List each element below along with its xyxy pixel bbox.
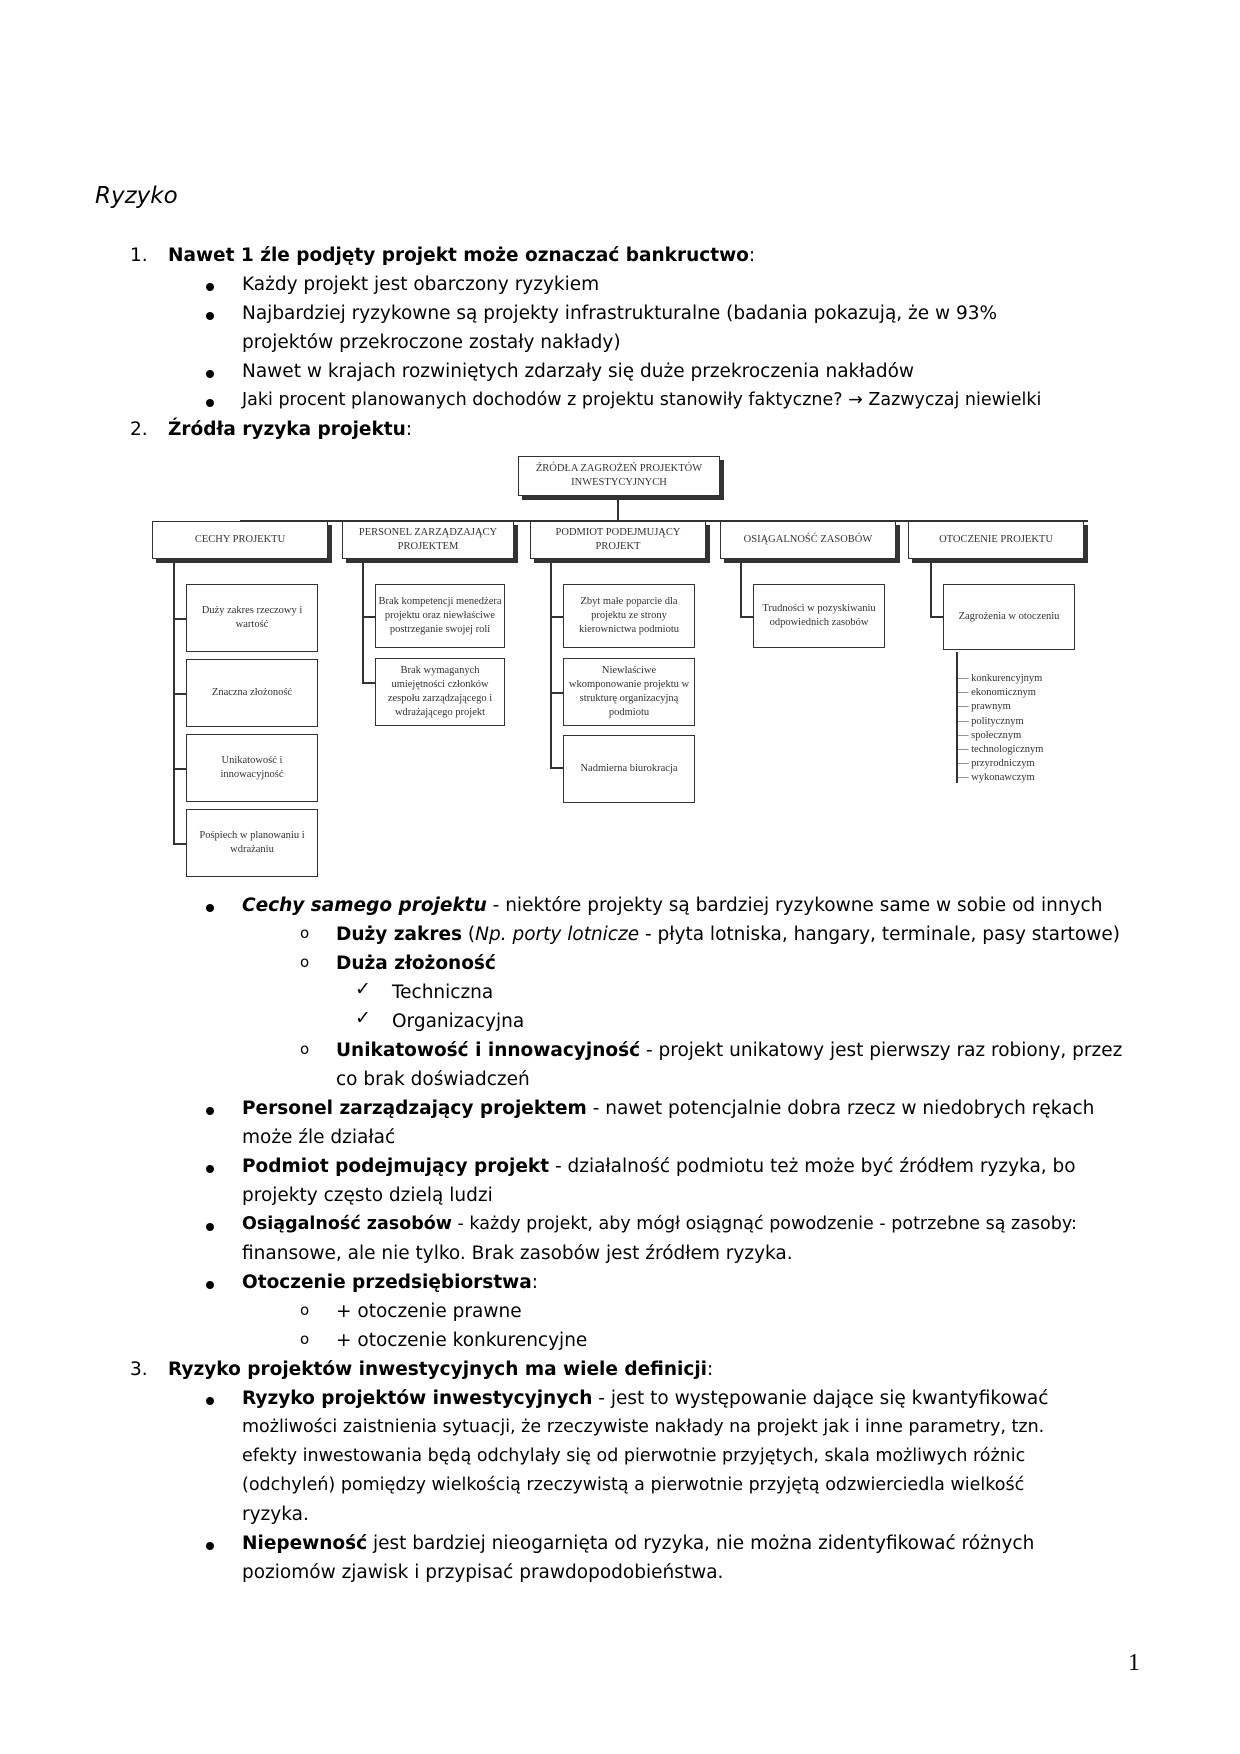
bullet-text: możliwości zaistnienia sytuacji, że rzeczywiste nakłady na projekt jak i inne parametry, tzn. — [242, 1417, 1045, 1437]
otoczenie-list — [958, 672, 1043, 786]
diagram-root-box: ŹRÓDŁA ZAGROŻEŃ PROJEKTÓW INWESTYCYJNYCH — [518, 456, 720, 496]
bullet-text: może źle działać — [242, 1127, 396, 1148]
section-1-number: 1. — [130, 245, 148, 266]
connector — [240, 520, 1088, 522]
page-title: Ryzyko — [95, 183, 178, 209]
bullet-text: Jaki procent planowanych dochodów z projektu stanowiły faktyczne? → Zazwyczaj niewielki — [242, 390, 1042, 410]
podmiot-item: Nadmierna biurokracja — [563, 735, 695, 803]
personel-item: Brak wymaganych umiejętności członków zespołu zarządzającego i wdrażającego projekt — [375, 658, 505, 726]
bullet-text: ryzyka. — [242, 1504, 309, 1525]
category-box-otoczenie: OTOCZENIE PROJEKTU — [908, 521, 1084, 559]
circle-marker: o — [300, 1301, 310, 1319]
bullet-text: Każdy projekt jest obarczony ryzykiem — [242, 274, 600, 295]
section-1-heading: Nawet 1 źle podjęty projekt może oznaczać bankructwo: — [168, 245, 756, 266]
connector — [550, 767, 563, 769]
category-box-personel: PERSONEL ZARZĄDZAJĄCY PROJEKTEM — [342, 521, 514, 559]
bullet-text: Nawet w krajach rozwiniętych zdarzały się duże przekroczenia nakładów — [242, 361, 915, 382]
sub-bullet-text: Duża złożoność — [336, 953, 496, 974]
bullet-text: efekty inwestowania będą odchylały się od pierwotnie przyjętych, skala możliwych różnic — [242, 1446, 1026, 1466]
check-item-text: Organizacyjna — [392, 1011, 525, 1032]
category-box-cechy: CECHY PROJEKTU — [152, 521, 328, 559]
connector — [173, 618, 186, 620]
bullet-dot — [206, 1223, 214, 1231]
category-box-zasoby: OSIĄGALNOŚĆ ZASOBÓW — [720, 521, 896, 559]
bullet-dot — [206, 283, 214, 291]
cechy-item: Pośpiech w planowaniu i wdrażaniu — [186, 809, 318, 877]
bullet-dot — [206, 1542, 214, 1550]
category-box-podmiot: PODMIOT PODEJMUJĄCY PROJEKT — [530, 521, 706, 559]
sub-bullet-text: Duży zakres (Np. porty lotnicze - płyta lotniska, hangary, terminale, pasy startowe) — [336, 924, 1120, 945]
connector — [362, 562, 364, 682]
circle-marker: o — [300, 924, 310, 942]
bullet-text: (odchyleń) pomiędzy wielkością rzeczywistą a pierwotnie przyjętą odzwierciedla wielkość — [242, 1475, 1025, 1495]
list-item: — ekonomicznym — [958, 687, 1036, 699]
bullet-dot — [206, 1165, 214, 1173]
bullet-dot — [206, 1397, 214, 1405]
bullet-text: Otoczenie przedsiębiorstwa: — [242, 1272, 538, 1293]
bullet-dot — [206, 1107, 214, 1115]
connector — [956, 652, 958, 783]
bullet-text: projektów przekroczone zostały nakłady) — [242, 332, 621, 353]
connector — [173, 843, 186, 845]
bullet-text: Najbardziej ryzykowne są projekty infrastrukturalne (badania pokazują, że w 93% — [242, 303, 998, 324]
list-item: — prawnym — [958, 701, 1011, 713]
zasoby-item: Trudności w pozyskiwaniu odpowiednich zasobów — [753, 584, 885, 648]
bullet-dot — [206, 1281, 214, 1289]
list-item: — politycznym — [958, 715, 1024, 727]
connector — [362, 682, 375, 684]
check-icon: ✓ — [355, 978, 371, 1000]
section-3-number: 3. — [130, 1359, 148, 1380]
bullet-dot — [206, 370, 214, 378]
podmiot-item: Niewłaściwe wkomponowanie projektu w strukturę organizacyjną podmiotu — [563, 658, 695, 726]
cechy-item: Znaczna złożoność — [186, 659, 318, 727]
section-2-heading: Źródła ryzyka projektu: — [168, 419, 413, 440]
sub-bullet-text: + otoczenie konkurencyjne — [336, 1330, 588, 1351]
bullet-text: Cechy samego projektu - niektóre projekty są bardziej ryzykowne same w sobie od innych — [242, 895, 1103, 916]
bullet-text: Osiągalność zasobów - każdy projekt, aby mógł osiągnąć powodzenie - potrzebne są zasoby: — [242, 1214, 1077, 1234]
list-item: — konkurencyjnym — [958, 673, 1043, 684]
cechy-item: Duży zakres rzeczowy i wartość — [186, 584, 318, 652]
connector — [740, 616, 753, 618]
bullet-dot — [206, 312, 214, 320]
connector — [362, 616, 375, 618]
personel-item: Brak kompetencji menedżera projektu oraz niewłaściwe postrzeganie swojej roli — [375, 584, 505, 648]
connector — [550, 692, 563, 694]
podmiot-item: Zbyt małe poparcie dla projektu ze strony kierownictwa podmiotu — [563, 584, 695, 648]
list-item: — technologicznym — [958, 744, 1044, 756]
sub-bullet-text: co brak doświadczeń — [336, 1069, 530, 1090]
bullet-dot — [206, 904, 214, 912]
connector — [173, 562, 175, 843]
list-item: — społecznym — [958, 729, 1022, 741]
cechy-item: Unikatowość i innowacyjność — [186, 734, 318, 802]
list-item: — wykonawczym — [958, 772, 1035, 784]
sub-bullet-text: Unikatowość i innowacyjność - projekt unikatowy jest pierwszy raz robiony, przez — [336, 1040, 1123, 1061]
bullet-text: projekty często dzielą ludzi — [242, 1185, 493, 1206]
sub-bullet-text: + otoczenie prawne — [336, 1301, 522, 1322]
bullet-text: Podmiot podejmujący projekt - działalność podmiotu też może być źródłem ryzyka, bo — [242, 1156, 1076, 1177]
connector — [550, 616, 563, 618]
connector — [550, 562, 552, 767]
connector — [173, 693, 186, 695]
circle-marker: o — [300, 1330, 310, 1348]
connector — [617, 499, 619, 521]
bullet-text: Ryzyko projektów inwestycyjnych - jest to występowanie dające się kwantyfikować — [242, 1388, 1049, 1409]
connector — [930, 616, 943, 618]
connector — [740, 562, 742, 617]
list-item: — przyrodniczym — [958, 758, 1035, 770]
check-item-text: Techniczna — [392, 982, 494, 1003]
bullet-text: poziomów zjawisk i przypisać prawdopodobieństwa. — [242, 1562, 724, 1583]
check-icon: ✓ — [355, 1007, 371, 1029]
connector — [173, 768, 186, 770]
circle-marker: o — [300, 953, 310, 971]
circle-marker: o — [300, 1040, 310, 1058]
bullet-text: Personel zarządzający projektem - nawet potencjalnie dobra rzecz w niedobrych rękach — [242, 1098, 1095, 1119]
bullet-dot — [206, 399, 214, 407]
bullet-text: finansowe, ale nie tylko. Brak zasobów jest źródłem ryzyka. — [242, 1243, 793, 1264]
otoczenie-item: Zagrożenia w otoczeniu — [943, 584, 1075, 650]
section-3-heading: Ryzyko projektów inwestycyjnych ma wiele definicji: — [168, 1359, 714, 1380]
section-2-number: 2. — [130, 419, 148, 440]
page-number: 1 — [1128, 1650, 1140, 1676]
bullet-text: Niepewność jest bardziej nieogarnięta od ryzyka, nie można zidentyfikować różnych — [242, 1533, 1035, 1554]
connector — [930, 562, 932, 617]
